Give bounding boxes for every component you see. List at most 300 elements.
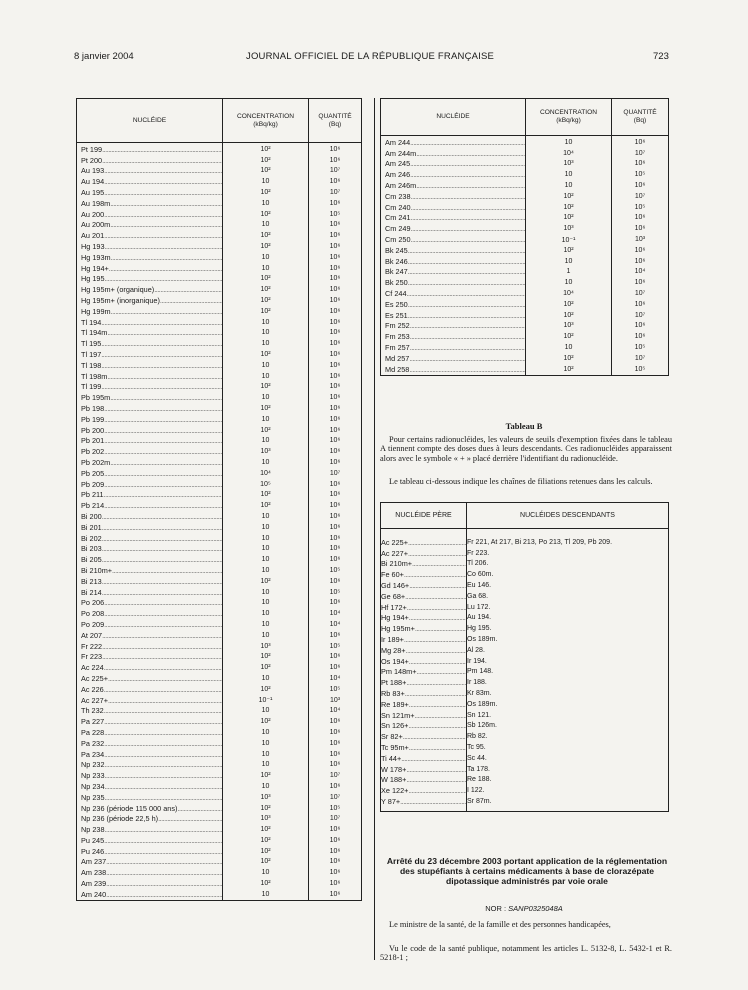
table-row	[77, 263, 362, 274]
table-row	[77, 274, 362, 285]
value-cell: 10⁶	[612, 331, 669, 342]
table-row	[381, 731, 669, 742]
value-cell: 10⁷	[309, 187, 362, 198]
value-cell: 10⁷	[309, 468, 362, 479]
value-cell: 10⁶	[309, 143, 362, 155]
nucleide-cell: Bi 205 .....	[77, 554, 223, 565]
value-cell: 10⁷	[612, 310, 669, 321]
value-cell: 10²	[223, 662, 309, 673]
table-row	[381, 299, 669, 310]
nucleide-cell: Pb 201 .....	[77, 436, 223, 447]
nucleide-cell: Cf 244 .....	[381, 288, 526, 299]
descendants-cell: Sr 87m.	[467, 796, 669, 811]
value-cell: 10	[223, 317, 309, 328]
nucleide-cell: Tl 197 .....	[77, 349, 223, 360]
descendants-cell: Fr 221, At 217, Bi 213, Po 213, Tl 209, Pb 209.	[467, 529, 669, 548]
col-header-nucleide: NUCLÉIDE	[77, 99, 223, 143]
table-row	[381, 699, 669, 710]
value-cell: 10⁶	[309, 252, 362, 263]
table-row	[77, 749, 362, 760]
descendants-cell: Al 28.	[467, 645, 669, 656]
nucleide-cell: Os 194+ .....	[381, 656, 467, 667]
table-row	[77, 543, 362, 554]
nucleide-cell: Np 234 .....	[77, 781, 223, 792]
nucleide-cell: Hg 194+ .....	[381, 613, 467, 624]
table-row	[77, 457, 362, 468]
value-cell: 10⁴	[309, 705, 362, 716]
table-row	[381, 529, 669, 548]
value-cell: 10⁵	[612, 364, 669, 375]
value-cell: 10⁵	[612, 202, 669, 213]
nucleide-cell: Am 246 .....	[381, 169, 526, 180]
value-cell: 10	[526, 256, 612, 267]
descendants-cell: Co 60m.	[467, 569, 669, 580]
table-row	[381, 267, 669, 278]
table-row	[381, 159, 669, 170]
table-row	[381, 136, 669, 148]
value-cell: 10	[223, 543, 309, 554]
descendants-cell: Os 189m.	[467, 634, 669, 645]
value-cell: 10	[526, 136, 612, 148]
nucleide-cell: Am 237 .....	[77, 857, 223, 868]
value-cell: 10⁵	[612, 342, 669, 353]
table-row	[381, 742, 669, 753]
table-row	[77, 716, 362, 727]
value-cell: 10²	[223, 230, 309, 241]
value-cell: 10²	[223, 576, 309, 587]
table-row	[381, 634, 669, 645]
nucleide-cell: Ir 189+ .....	[381, 634, 467, 645]
value-cell: 10⁶	[309, 349, 362, 360]
table-row	[77, 349, 362, 360]
nucleide-cell: Hg 195m+ (organique) .....	[77, 284, 223, 295]
value-cell: 10⁶	[309, 738, 362, 749]
value-cell: 10²	[526, 213, 612, 224]
value-cell: 10⁷	[309, 813, 362, 824]
value-cell: 10	[223, 360, 309, 371]
nucleide-cell: Ac 224 .....	[77, 662, 223, 673]
table-row	[77, 889, 362, 900]
value-cell: 10²	[223, 382, 309, 393]
table-row	[77, 673, 362, 684]
nucleide-cell: Pt 199 .....	[77, 143, 223, 155]
nucleide-cell: Th 232 .....	[77, 705, 223, 716]
descendants-cell: Ir 194.	[467, 656, 669, 667]
value-cell: 10⁷	[612, 191, 669, 202]
nucleide-cell: Au 195 .....	[77, 187, 223, 198]
nucleide-cell: Bi 200 .....	[77, 511, 223, 522]
value-cell: 10²	[223, 803, 309, 814]
nucleide-cell: Pb 198 .....	[77, 403, 223, 414]
table-row	[77, 608, 362, 619]
nucleide-cell: Tl 194m .....	[77, 328, 223, 339]
value-cell: 10	[223, 263, 309, 274]
value-cell: 10	[223, 176, 309, 187]
value-cell: 10⁶	[309, 662, 362, 673]
value-cell: 10²	[223, 166, 309, 177]
table-row	[77, 597, 362, 608]
descendants-cell: Lu 172.	[467, 602, 669, 613]
table-row	[381, 796, 669, 811]
table-row	[77, 813, 362, 824]
value-cell: 10⁶	[309, 630, 362, 641]
nucleide-cell: Pb 202 .....	[77, 446, 223, 457]
nucleide-cell: Ac 225+ .....	[77, 673, 223, 684]
nucleide-cell: Pb 200 .....	[77, 425, 223, 436]
table-row	[77, 425, 362, 436]
nucleide-cell: Cm 250 .....	[381, 234, 526, 245]
value-cell: 10	[223, 338, 309, 349]
nucleide-cell: Pa 234 .....	[77, 749, 223, 760]
value-cell: 10	[223, 565, 309, 576]
table-row	[381, 677, 669, 688]
nucleide-cell: Ac 225+ .....	[381, 529, 467, 548]
value-cell: 10⁴	[526, 148, 612, 159]
value-cell: 10⁴	[309, 608, 362, 619]
nucleide-cell: Am 239 .....	[77, 878, 223, 889]
value-cell: 10	[223, 371, 309, 382]
value-cell: 10³	[223, 813, 309, 824]
value-cell: 10²	[223, 835, 309, 846]
nucleide-cell: Tl 198m .....	[77, 371, 223, 382]
col-header-descendants: NUCLÉIDES DESCENDANTS	[467, 503, 669, 529]
nucleide-cell: Au 201 .....	[77, 230, 223, 241]
value-cell: 10	[223, 522, 309, 533]
value-cell: 10⁶	[309, 382, 362, 393]
table-row	[381, 223, 669, 234]
nucleide-cell: Pm 148m+ .....	[381, 667, 467, 678]
value-cell: 10	[526, 277, 612, 288]
descendants-cell: Sn 121.	[467, 710, 669, 721]
nucleide-cell: Bk 246 .....	[381, 256, 526, 267]
value-cell: 10	[223, 759, 309, 770]
table-row	[381, 645, 669, 656]
value-cell: 10⁴	[309, 673, 362, 684]
nucleide-cell: Xe 122+ .....	[381, 785, 467, 796]
nucleide-cell: Pb 199 .....	[77, 414, 223, 425]
nucleide-cell: Bi 210m+ .....	[77, 565, 223, 576]
table-row	[77, 252, 362, 263]
table-row	[77, 392, 362, 403]
table-row	[77, 360, 362, 371]
value-cell: 10⁶	[612, 256, 669, 267]
value-cell: 10⁶	[309, 274, 362, 285]
nucleide-cell: Es 250 .....	[381, 299, 526, 310]
table-a-left	[76, 98, 362, 901]
nucleide-cell: Pb 195m .....	[77, 392, 223, 403]
nucleide-cell: Au 193 .....	[77, 166, 223, 177]
table-row	[77, 500, 362, 511]
value-cell: 10	[223, 457, 309, 468]
value-cell: 10⁶	[309, 576, 362, 587]
value-cell: 10³	[526, 321, 612, 332]
table-row	[381, 602, 669, 613]
table-row	[77, 619, 362, 630]
table-row	[77, 867, 362, 878]
table-row	[77, 835, 362, 846]
nucleide-cell: Sn 121m+ .....	[381, 710, 467, 721]
value-cell: 10²	[223, 846, 309, 857]
nucleide-cell: Po 208 .....	[77, 608, 223, 619]
table-row	[381, 623, 669, 634]
nucleide-cell: Hg 194+ .....	[77, 263, 223, 274]
nucleide-cell: Np 235 .....	[77, 792, 223, 803]
table-row	[381, 591, 669, 602]
table-row	[77, 176, 362, 187]
nucleide-cell: Bk 245 .....	[381, 245, 526, 256]
nucleide-cell: Bi 210m+ .....	[381, 559, 467, 570]
table-row	[381, 548, 669, 559]
value-cell: 10⁵	[309, 803, 362, 814]
value-cell: 10²	[526, 353, 612, 364]
table-row	[381, 667, 669, 678]
value-cell: 10²	[223, 878, 309, 889]
descendants-cell: Re 188.	[467, 775, 669, 786]
value-cell: 10	[223, 511, 309, 522]
value-cell: 10⁶	[309, 414, 362, 425]
table-row	[381, 180, 669, 191]
value-cell: 10⁷	[612, 288, 669, 299]
nucleide-cell: Fr 222 .....	[77, 641, 223, 652]
value-cell: 10⁶	[309, 867, 362, 878]
value-cell: 10²	[526, 299, 612, 310]
value-cell: 10²	[223, 770, 309, 781]
descendants-cell: Au 194.	[467, 613, 669, 624]
value-cell: 10²	[223, 500, 309, 511]
value-cell: 10	[223, 328, 309, 339]
table-row	[77, 209, 362, 220]
value-cell: 10⁶	[309, 749, 362, 760]
value-cell: 10⁶	[309, 457, 362, 468]
descendants-cell: Sb 126m.	[467, 721, 669, 732]
table-row	[77, 511, 362, 522]
value-cell: 10⁶	[309, 425, 362, 436]
table-row	[77, 846, 362, 857]
table-row	[381, 191, 669, 202]
value-cell: 10⁴	[223, 468, 309, 479]
nucleide-cell: Ac 226 .....	[77, 684, 223, 695]
value-cell: 10⁶	[309, 338, 362, 349]
nucleide-cell: Np 238 .....	[77, 824, 223, 835]
value-cell: 10	[223, 414, 309, 425]
nucleide-cell: Sr 82+ .....	[381, 731, 467, 742]
nucleide-cell: W 188+ .....	[381, 775, 467, 786]
value-cell: 10²	[223, 716, 309, 727]
nor-label: NOR :	[485, 904, 507, 913]
nucleide-cell: Pu 246 .....	[77, 846, 223, 857]
descendants-cell: Rb 82.	[467, 731, 669, 742]
value-cell: 10	[223, 597, 309, 608]
value-cell: 10⁶	[309, 198, 362, 209]
nucleide-cell: Po 209 .....	[77, 619, 223, 630]
value-cell: 10⁶	[309, 759, 362, 770]
nucleide-cell: Es 251 .....	[381, 310, 526, 321]
page-number: 723	[653, 51, 669, 62]
descendants-cell: Pm 148.	[467, 667, 669, 678]
table-row	[77, 651, 362, 662]
nucleide-cell: Po 206 .....	[77, 597, 223, 608]
value-cell: 10	[526, 342, 612, 353]
value-cell: 10²	[526, 191, 612, 202]
value-cell: 10⁶	[309, 317, 362, 328]
table-row	[77, 446, 362, 457]
table-row	[381, 277, 669, 288]
table-row	[381, 169, 669, 180]
col-header-concentration: CONCENTRATION (kBq/kg)	[223, 99, 309, 143]
value-cell: 10⁶	[309, 857, 362, 868]
value-cell: 10⁶	[309, 241, 362, 252]
table-row	[381, 656, 669, 667]
value-cell: 10⁶	[309, 889, 362, 900]
value-cell: 10²	[223, 284, 309, 295]
value-cell: 10⁶	[309, 716, 362, 727]
nor-reference	[380, 904, 668, 913]
value-cell: 1	[526, 267, 612, 278]
value-cell: 10⁻¹	[526, 234, 612, 245]
value-cell: 10²	[223, 857, 309, 868]
value-cell: 10⁶	[309, 835, 362, 846]
value-cell: 10⁶	[309, 522, 362, 533]
value-cell: 10²	[526, 331, 612, 342]
nor-code: SANP0325048A	[508, 904, 563, 913]
nucleide-cell: Tl 194 .....	[77, 317, 223, 328]
value-cell: 10⁷	[309, 166, 362, 177]
value-cell: 10	[223, 533, 309, 544]
nucleide-cell: Am 244m .....	[381, 148, 526, 159]
nucleide-cell: Pb 205 .....	[77, 468, 223, 479]
table-row	[77, 414, 362, 425]
value-cell: 10	[223, 630, 309, 641]
value-cell: 10⁶	[309, 781, 362, 792]
value-cell: 10⁶	[309, 392, 362, 403]
nucleide-cell: Ge 68+ .....	[381, 591, 467, 602]
value-cell: 10⁶	[309, 846, 362, 857]
descendants-cell: Ta 178.	[467, 764, 669, 775]
table-row	[77, 166, 362, 177]
nucleide-cell: Fr 223 .....	[77, 651, 223, 662]
value-cell: 10²	[526, 202, 612, 213]
value-cell: 10²	[223, 651, 309, 662]
value-cell: 10³	[223, 792, 309, 803]
nucleide-cell: Pb 214 .....	[77, 500, 223, 511]
value-cell: 10⁷	[612, 353, 669, 364]
arrete-preamble: Le ministre de la santé, de la famille et des personnes handicapées,	[389, 920, 611, 929]
nucleide-cell: Sn 126+ .....	[381, 721, 467, 732]
value-cell: 10⁷	[612, 148, 669, 159]
value-cell: 10	[223, 673, 309, 684]
nucleide-cell: Np 236 (période 115 000 ans) .....	[77, 803, 223, 814]
nucleide-cell: Hg 195 .....	[77, 274, 223, 285]
value-cell: 10⁶	[309, 479, 362, 490]
table-row	[381, 342, 669, 353]
journal-title: JOURNAL OFFICIEL DE LA RÉPUBLIQUE FRANÇAISE	[246, 51, 495, 62]
value-cell: 10⁶	[309, 403, 362, 414]
value-cell: 10²	[223, 187, 309, 198]
value-cell: 10⁷	[309, 792, 362, 803]
value-cell: 10⁶	[309, 360, 362, 371]
value-cell: 10⁶	[309, 533, 362, 544]
table-row	[77, 284, 362, 295]
nucleide-cell: Bi 213 .....	[77, 576, 223, 587]
value-cell: 10⁶	[309, 500, 362, 511]
nucleide-cell: Ac 227+ .....	[77, 695, 223, 706]
nucleide-cell: Pa 228 .....	[77, 727, 223, 738]
value-cell: 10⁵	[612, 169, 669, 180]
value-cell: 10⁶	[612, 223, 669, 234]
value-cell: 10⁴	[526, 288, 612, 299]
table-row	[77, 306, 362, 317]
table-row	[77, 436, 362, 447]
nucleide-cell: Am 246m .....	[381, 180, 526, 191]
value-cell: 10⁶	[612, 159, 669, 170]
table-row	[381, 721, 669, 732]
nucleide-cell: Pb 209 .....	[77, 479, 223, 490]
value-cell: 10⁵	[309, 641, 362, 652]
nucleide-cell: Am 244 .....	[381, 136, 526, 148]
nucleide-cell: Bi 202 .....	[77, 533, 223, 544]
nucleide-cell: Pt 188+ .....	[381, 677, 467, 688]
value-cell: 10⁶	[309, 306, 362, 317]
nucleide-cell: Tc 95m+ .....	[381, 742, 467, 753]
value-cell: 10³	[223, 641, 309, 652]
value-cell: 10	[223, 619, 309, 630]
table-row	[77, 371, 362, 382]
descendants-cell: Sc 44.	[467, 753, 669, 764]
nucleide-cell: Pa 232 .....	[77, 738, 223, 749]
col-header-pere: NUCLÉIDE PÈRE	[381, 503, 467, 529]
value-cell: 10⁵	[309, 565, 362, 576]
value-cell: 10⁶	[309, 284, 362, 295]
nucleide-cell: Np 232 .....	[77, 759, 223, 770]
nucleide-cell: Np 236 (période 22,5 h) .....	[77, 813, 223, 824]
value-cell: 10	[223, 587, 309, 598]
nucleide-cell: Tl 198 .....	[77, 360, 223, 371]
table-row	[381, 764, 669, 775]
table-row	[77, 792, 362, 803]
value-cell: 10⁶	[309, 878, 362, 889]
nucleide-cell: Rb 83+ .....	[381, 688, 467, 699]
value-cell: 10	[223, 867, 309, 878]
nucleide-cell: Pt 200 .....	[77, 155, 223, 166]
table-row	[77, 403, 362, 414]
nucleide-cell: Mg 28+ .....	[381, 645, 467, 656]
table-row	[381, 688, 669, 699]
table-row	[77, 781, 362, 792]
value-cell: 10⁷	[309, 770, 362, 781]
nucleide-cell: Hg 193 .....	[77, 241, 223, 252]
nucleide-cell: Ac 227+ .....	[381, 548, 467, 559]
descendants-cell: Hg 195.	[467, 623, 669, 634]
value-cell: 10⁶	[309, 436, 362, 447]
descendants-cell: Ir 188.	[467, 677, 669, 688]
nucleide-cell: Bi 214 .....	[77, 587, 223, 598]
nucleide-cell: Bk 250 .....	[381, 277, 526, 288]
value-cell: 10	[223, 889, 309, 900]
table-row	[381, 202, 669, 213]
nucleide-cell: Pu 245 .....	[77, 835, 223, 846]
value-cell: 10²	[223, 241, 309, 252]
value-cell: 10⁶	[309, 824, 362, 835]
column-divider	[374, 98, 375, 960]
table-row	[381, 256, 669, 267]
tableau-b-intro: Pour certains radionucléides, les valeurs de seuils d'exemption fixées dans le tableau A tiennent compte des doses dues à leurs descendants. Ces radionucléides apparaissent alors avec le symbole « + » placé derrière l'identifiant du radionucléide.	[380, 435, 672, 463]
value-cell: 10⁶	[309, 543, 362, 554]
nucleide-cell: Bk 247 .....	[381, 267, 526, 278]
table-row	[77, 328, 362, 339]
nucleide-cell: Au 194 .....	[77, 176, 223, 187]
nucleide-cell: W 178+ .....	[381, 764, 467, 775]
col-header-quantite: QUANTITÉ (Bq)	[309, 99, 362, 143]
